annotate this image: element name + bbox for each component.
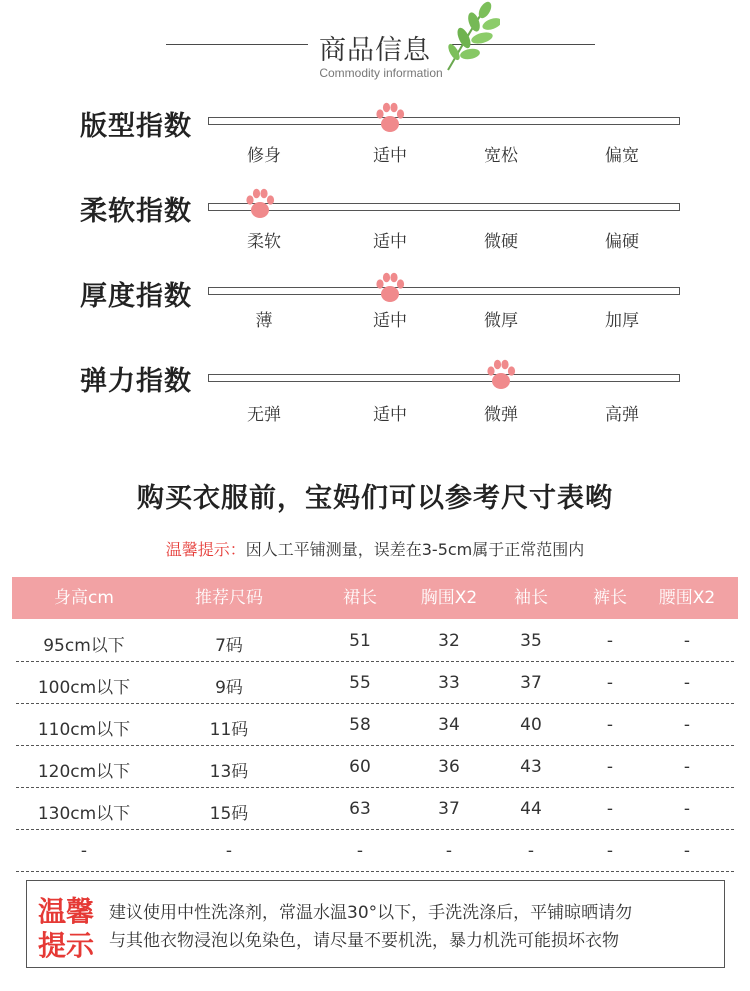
table-cell: 15码: [209, 804, 249, 824]
table-cell: 11码: [209, 720, 249, 740]
care-line-2: 与其他衣物浸泡以免染色，请尽量不要机洗，暴力机洗可能损坏衣物: [109, 931, 619, 951]
table-row: [12, 704, 738, 746]
leaf-icon: [440, 0, 500, 72]
index-scale-bar: [208, 117, 680, 125]
paw-marker-icon: [485, 358, 517, 392]
table-cell: 44: [520, 799, 542, 819]
table-header-cell: 袖长: [514, 588, 548, 608]
table-row: [12, 830, 738, 872]
table-cell: 40: [520, 715, 542, 735]
table-cell: -: [445, 841, 453, 861]
table-cell: 32: [438, 631, 460, 651]
table-header-cell: 腰围X2: [658, 588, 716, 608]
table-cell: 36: [438, 757, 460, 777]
index-label: 厚度指数: [80, 281, 192, 312]
table-cell: 37: [438, 799, 460, 819]
table-cell: 51: [349, 631, 371, 651]
table-cell: 37: [520, 673, 542, 693]
index-option: 适中: [373, 405, 407, 425]
index-option: 修身: [247, 146, 281, 166]
measurement-tip: [0, 537, 750, 560]
table-cell: 110cm以下: [37, 720, 131, 740]
table-cell: 95cm以下: [43, 636, 125, 656]
table-cell: -: [683, 757, 691, 777]
table-header-cell: 推荐尺码: [195, 588, 263, 608]
index-label: 版型指数: [80, 111, 192, 142]
index-option: 微弹: [484, 405, 518, 425]
care-tag-line2: 提示: [37, 929, 94, 962]
table-header-cell: 裤长: [593, 588, 627, 608]
table-header-cell: 身高cm: [54, 588, 114, 608]
row-divider: [16, 871, 734, 872]
table-cell: 7码: [215, 636, 243, 656]
size-chart-heading: 购买衣服前，宝妈们可以参考尺寸表哟: [137, 483, 613, 514]
table-cell: 55: [349, 673, 371, 693]
table-cell: -: [356, 841, 364, 861]
table-cell: -: [80, 841, 88, 861]
tip-text: 因人工平铺测量，误差在3-5cm属于正常范围内: [245, 540, 585, 559]
table-header-cell: 裙长: [343, 588, 377, 608]
table-cell: 9码: [215, 678, 243, 698]
section-subtitle: Commodity information: [319, 66, 443, 80]
index-option: 宽松: [484, 146, 518, 166]
care-line-1: 建议使用中性洗涤剂，常温水温30°以下，手洗洗涤后，平铺晾晒请勿: [109, 903, 633, 923]
care-notice-box: [26, 880, 725, 968]
index-option: 高弹: [605, 405, 639, 425]
table-cell: 35: [520, 631, 542, 651]
table-cell: -: [683, 799, 691, 819]
index-option: 适中: [373, 232, 407, 252]
table-cell: -: [606, 841, 614, 861]
paw-marker-icon: [244, 187, 276, 221]
table-row: [12, 788, 738, 830]
index-option: 偏硬: [605, 232, 639, 252]
index-scale-bar: [208, 203, 680, 211]
index-option: 无弹: [247, 405, 281, 425]
index-label: 弹力指数: [80, 366, 192, 397]
table-row: [12, 662, 738, 704]
table-cell: -: [683, 631, 691, 651]
index-option: 微硬: [484, 232, 518, 252]
care-tag: [35, 895, 97, 963]
index-option: 适中: [373, 146, 407, 166]
table-cell: 63: [349, 799, 371, 819]
table-cell: 34: [438, 715, 460, 735]
table-cell: -: [606, 715, 614, 735]
table-cell: -: [225, 841, 233, 861]
table-cell: 130cm以下: [37, 804, 131, 824]
section-title: 商品信息: [319, 35, 431, 66]
index-option: 薄: [255, 311, 273, 331]
table-row: [12, 620, 738, 662]
paw-marker-icon: [374, 101, 406, 135]
table-cell: -: [606, 757, 614, 777]
table-cell: 43: [520, 757, 542, 777]
table-cell: -: [683, 673, 691, 693]
table-cell: -: [683, 715, 691, 735]
size-table-header: [12, 577, 738, 619]
table-cell: 100cm以下: [37, 678, 131, 698]
table-cell: 58: [349, 715, 371, 735]
index-option: 加厚: [605, 311, 639, 331]
index-option: 柔软: [247, 232, 281, 252]
table-header-cell: 胸围X2: [420, 588, 478, 608]
table-cell: 120cm以下: [37, 762, 131, 782]
table-cell: 13码: [209, 762, 249, 782]
index-scale-bar: [208, 374, 680, 382]
table-row: [12, 746, 738, 788]
paw-marker-icon: [374, 271, 406, 305]
index-label: 柔软指数: [80, 196, 192, 227]
table-cell: -: [527, 841, 535, 861]
table-cell: 33: [438, 673, 460, 693]
table-cell: 60: [349, 757, 371, 777]
table-cell: -: [683, 841, 691, 861]
care-text: [109, 899, 719, 955]
table-cell: -: [606, 799, 614, 819]
tip-prefix: 温馨提示：: [165, 540, 246, 559]
index-option: 偏宽: [605, 146, 639, 166]
index-option: 适中: [373, 311, 407, 331]
care-tag-line1: 温馨: [37, 895, 94, 928]
index-option: 微厚: [484, 311, 518, 331]
index-scale-bar: [208, 287, 680, 295]
table-cell: -: [606, 673, 614, 693]
table-cell: -: [606, 631, 614, 651]
